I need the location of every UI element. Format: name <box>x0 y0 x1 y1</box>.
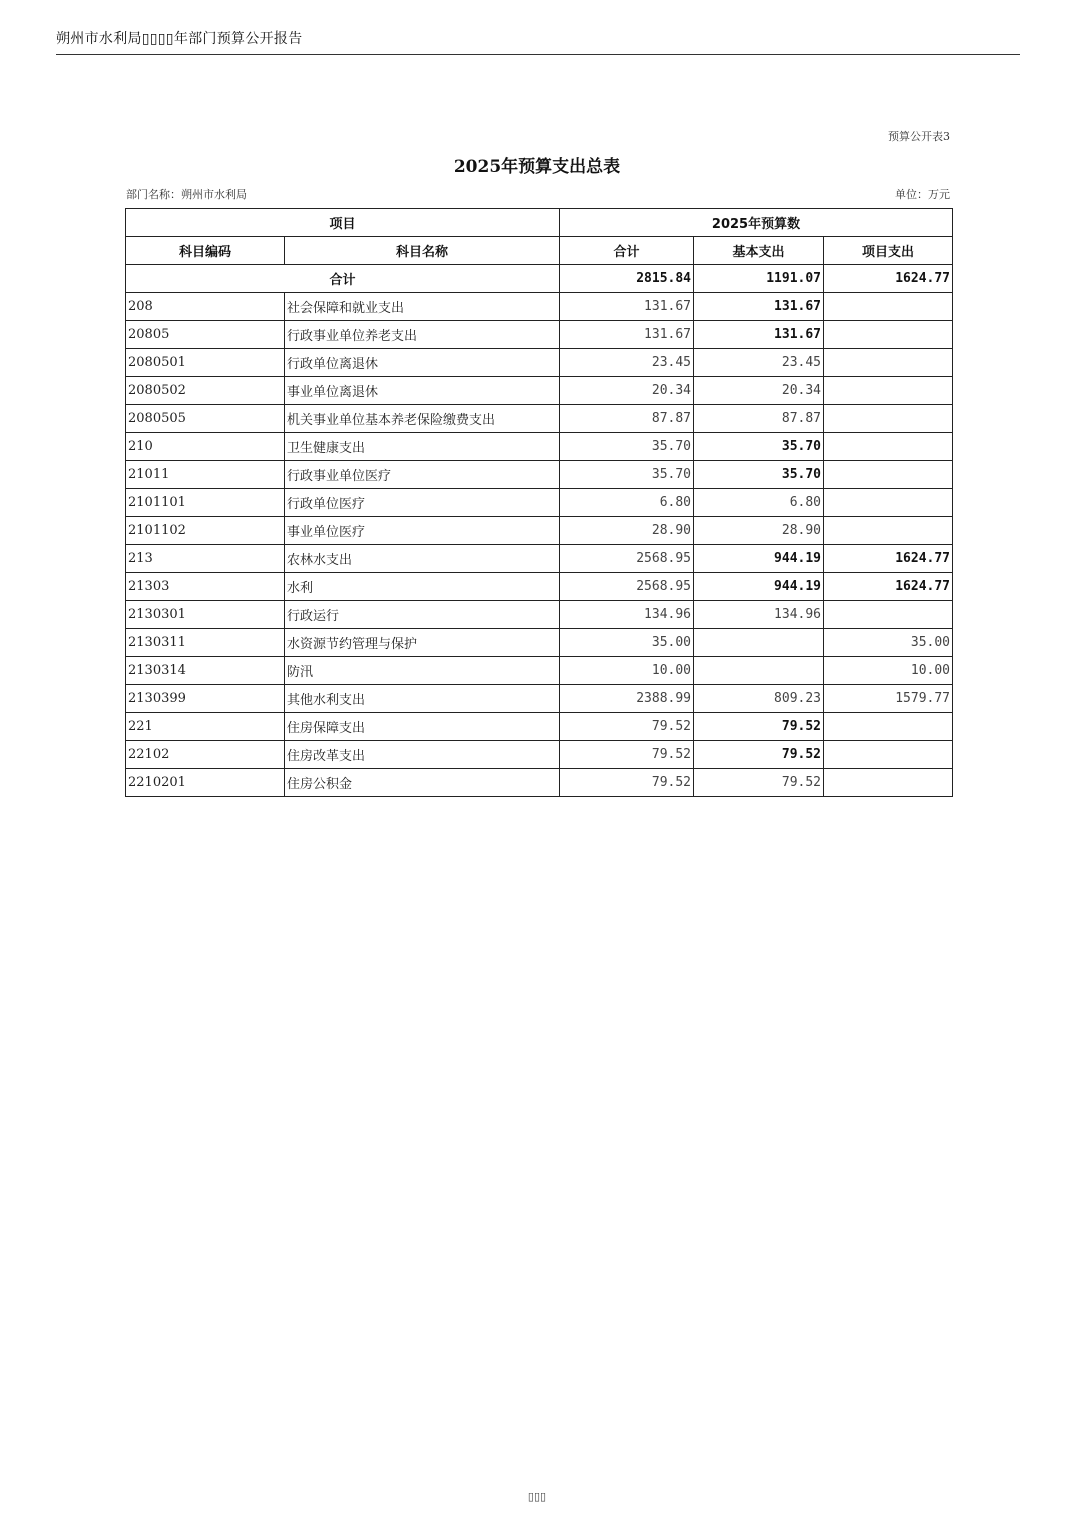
row-basic: 79.52 <box>694 741 824 769</box>
row-basic: 79.52 <box>694 769 824 797</box>
unit-label: 单位：万元 <box>895 188 950 201</box>
table-row <box>126 489 953 517</box>
row-code: 2080505 <box>126 405 285 433</box>
row-total: 87.87 <box>560 405 694 433</box>
table-row <box>126 601 953 629</box>
row-name: 行政单位医疗 <box>285 489 560 517</box>
row-basic: 35.70 <box>694 461 824 489</box>
row-total: 23.45 <box>560 349 694 377</box>
table-row <box>126 629 953 657</box>
row-code: 22102 <box>126 741 285 769</box>
header-group-budget: 2025年预算数 <box>560 209 953 237</box>
row-total: 28.90 <box>560 517 694 545</box>
row-code: 21011 <box>126 461 285 489</box>
row-basic: 20.34 <box>694 377 824 405</box>
row-project: 1624.77 <box>824 573 953 601</box>
row-project <box>824 517 953 545</box>
row-basic: 131.67 <box>694 321 824 349</box>
row-total: 35.70 <box>560 461 694 489</box>
row-basic: 131.67 <box>694 293 824 321</box>
table-row <box>126 377 953 405</box>
row-name: 机关事业单位基本养老保险缴费支出 <box>285 405 560 433</box>
row-name: 住房保障支出 <box>285 713 560 741</box>
table-row <box>126 405 953 433</box>
row-total: 131.67 <box>560 293 694 321</box>
row-code: 208 <box>126 293 285 321</box>
row-basic: 79.52 <box>694 713 824 741</box>
row-basic: 134.96 <box>694 601 824 629</box>
row-name: 行政运行 <box>285 601 560 629</box>
row-code: 213 <box>126 545 285 573</box>
row-name: 其他水利支出 <box>285 685 560 713</box>
row-basic <box>694 629 824 657</box>
row-code: 2210201 <box>126 769 285 797</box>
row-name: 事业单位离退休 <box>285 377 560 405</box>
table-row <box>126 545 953 573</box>
row-project: 10.00 <box>824 657 953 685</box>
budget-table <box>125 208 953 797</box>
row-project <box>824 601 953 629</box>
row-name: 住房公积金 <box>285 769 560 797</box>
report-title: 朔州市水利局▯▯▯▯年部门预算公开报告 <box>56 31 303 47</box>
total-project: 1624.77 <box>824 265 953 293</box>
row-name: 事业单位医疗 <box>285 517 560 545</box>
row-code: 2101102 <box>126 517 285 545</box>
row-name: 社会保障和就业支出 <box>285 293 560 321</box>
row-basic: 23.45 <box>694 349 824 377</box>
row-basic <box>694 657 824 685</box>
row-total: 10.00 <box>560 657 694 685</box>
table-row <box>126 657 953 685</box>
row-name: 行政事业单位医疗 <box>285 461 560 489</box>
row-basic: 944.19 <box>694 573 824 601</box>
row-basic: 944.19 <box>694 545 824 573</box>
row-total: 79.52 <box>560 713 694 741</box>
row-code: 2080502 <box>126 377 285 405</box>
row-name: 水利 <box>285 573 560 601</box>
table-row <box>126 713 953 741</box>
row-code: 221 <box>126 713 285 741</box>
row-code: 20805 <box>126 321 285 349</box>
row-total: 131.67 <box>560 321 694 349</box>
total-label: 合计 <box>126 265 560 293</box>
table-row <box>126 741 953 769</box>
table-title: 2025年预算支出总表 <box>453 157 621 177</box>
row-code: 2101101 <box>126 489 285 517</box>
row-project <box>824 433 953 461</box>
page-header <box>56 28 1020 55</box>
row-basic: 87.87 <box>694 405 824 433</box>
row-code: 2130301 <box>126 601 285 629</box>
row-project: 1624.77 <box>824 545 953 573</box>
row-total: 2568.95 <box>560 573 694 601</box>
row-name: 防汛 <box>285 657 560 685</box>
page-number: ▯▯▯ <box>527 1490 547 1503</box>
table-row <box>126 769 953 797</box>
row-project <box>824 349 953 377</box>
total-basic: 1191.07 <box>694 265 824 293</box>
row-code: 210 <box>126 433 285 461</box>
table-row <box>126 461 953 489</box>
row-total: 2388.99 <box>560 685 694 713</box>
row-basic: 809.23 <box>694 685 824 713</box>
row-name: 卫生健康支出 <box>285 433 560 461</box>
row-total: 2568.95 <box>560 545 694 573</box>
header-project: 项目支出 <box>824 237 953 265</box>
row-name: 水资源节约管理与保护 <box>285 629 560 657</box>
row-total: 79.52 <box>560 741 694 769</box>
row-total: 134.96 <box>560 601 694 629</box>
header-basic: 基本支出 <box>694 237 824 265</box>
row-project <box>824 405 953 433</box>
row-total: 79.52 <box>560 769 694 797</box>
table-row <box>126 321 953 349</box>
table-row <box>126 349 953 377</box>
table-row <box>126 293 953 321</box>
row-code: 2130314 <box>126 657 285 685</box>
row-basic: 35.70 <box>694 433 824 461</box>
row-total: 35.00 <box>560 629 694 657</box>
table-row <box>126 685 953 713</box>
table-row <box>126 517 953 545</box>
row-project: 35.00 <box>824 629 953 657</box>
table-row <box>126 573 953 601</box>
total-row <box>126 265 953 293</box>
table-row <box>126 433 953 461</box>
row-total: 35.70 <box>560 433 694 461</box>
row-project <box>824 489 953 517</box>
row-basic: 28.90 <box>694 517 824 545</box>
row-name: 行政单位离退休 <box>285 349 560 377</box>
row-project <box>824 713 953 741</box>
row-project <box>824 741 953 769</box>
row-project <box>824 293 953 321</box>
row-code: 2130311 <box>126 629 285 657</box>
row-project <box>824 377 953 405</box>
row-basic: 6.80 <box>694 489 824 517</box>
row-name: 农林水支出 <box>285 545 560 573</box>
header-name: 科目名称 <box>285 237 560 265</box>
row-code: 21303 <box>126 573 285 601</box>
header-code: 科目编码 <box>126 237 285 265</box>
row-project <box>824 321 953 349</box>
row-name: 住房改革支出 <box>285 741 560 769</box>
row-project <box>824 461 953 489</box>
row-name: 行政事业单位养老支出 <box>285 321 560 349</box>
header-group-item: 项目 <box>126 209 560 237</box>
row-code: 2130399 <box>126 685 285 713</box>
header-total: 合计 <box>560 237 694 265</box>
total-sum: 2815.84 <box>560 265 694 293</box>
row-total: 20.34 <box>560 377 694 405</box>
department-name: 部门名称：朔州市水利局 <box>126 188 247 201</box>
row-total: 6.80 <box>560 489 694 517</box>
table-number: 预算公开表3 <box>888 130 950 143</box>
row-code: 2080501 <box>126 349 285 377</box>
row-project: 1579.77 <box>824 685 953 713</box>
row-project <box>824 769 953 797</box>
